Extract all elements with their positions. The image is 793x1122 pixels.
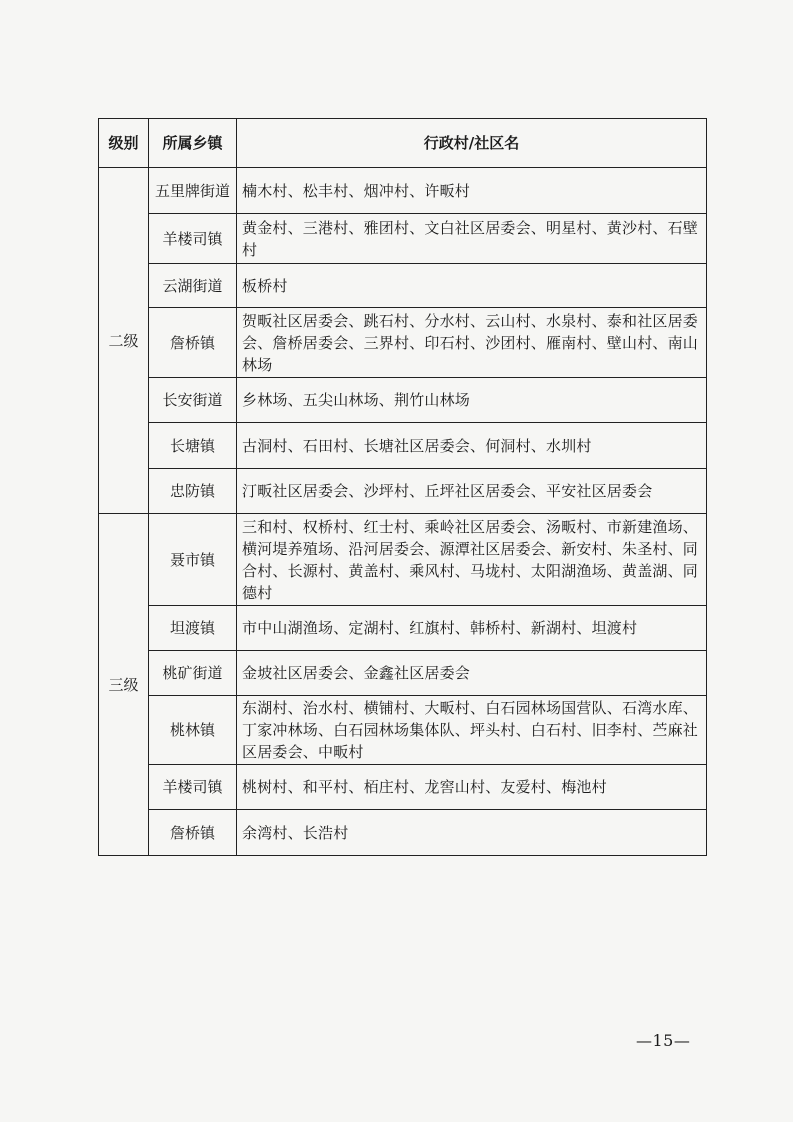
town-cell: 云湖街道 — [149, 264, 237, 308]
table-row — [99, 606, 707, 651]
village-list-cell: 桃树村、和平村、栢庄村、龙窖山村、友爱村、梅池村 — [237, 765, 707, 810]
village-list-cell: 市中山湖渔场、定湖村、红旗村、韩桥村、新湖村、坦渡村 — [237, 606, 707, 651]
town-cell: 长安街道 — [149, 378, 237, 423]
header-town: 所属乡镇 — [149, 119, 237, 168]
table-row — [99, 214, 707, 264]
town-cell: 聂市镇 — [149, 514, 237, 606]
village-list-cell: 余湾村、长浩村 — [237, 810, 707, 856]
town-cell: 长塘镇 — [149, 423, 237, 469]
table-row — [99, 651, 707, 696]
table-row — [99, 423, 707, 469]
table-header-row — [99, 119, 707, 168]
table-row — [99, 168, 707, 214]
level-cell-3: 三级 — [99, 514, 149, 856]
village-list-cell: 东湖村、治水村、横铺村、大畈村、白石园林场国营队、石湾水库、丁家冲林场、白石园林场集体队、坪头村、白石村、旧李村、苎麻社区居委会、中畈村 — [237, 696, 707, 765]
town-cell: 羊楼司镇 — [149, 214, 237, 264]
village-level-table — [98, 118, 707, 856]
header-village-list: 行政村/社区名 — [237, 119, 707, 168]
village-list-cell: 汀畈社区居委会、沙坪村、丘坪社区居委会、平安社区居委会 — [237, 469, 707, 514]
table-row — [99, 378, 707, 423]
village-list-cell: 金坡社区居委会、金鑫社区居委会 — [237, 651, 707, 696]
table-row — [99, 696, 707, 765]
town-cell: 詹桥镇 — [149, 308, 237, 378]
level-cell-2: 二级 — [99, 168, 149, 514]
table-row — [99, 810, 707, 856]
header-level: 级别 — [99, 119, 149, 168]
table-row — [99, 308, 707, 378]
town-cell: 坦渡镇 — [149, 606, 237, 651]
village-list-cell: 古洞村、石田村、长塘社区居委会、何洞村、水圳村 — [237, 423, 707, 469]
town-cell: 桃矿街道 — [149, 651, 237, 696]
village-list-cell: 楠木村、松丰村、烟冲村、许畈村 — [237, 168, 707, 214]
town-cell: 羊楼司镇 — [149, 765, 237, 810]
village-list-cell: 黄金村、三港村、雅团村、文白社区居委会、明星村、黄沙村、石壁村 — [237, 214, 707, 264]
table-row — [99, 264, 707, 308]
village-list-cell: 三和村、权桥村、红士村、乘岭社区居委会、汤畈村、市新建渔场、横河堤养殖场、沿河居委会、源潭社区居委会、新安村、朱圣村、同合村、长源村、黄盖村、乘风村、马垅村、太阳湖渔场、黄盖湖、同德村 — [237, 514, 707, 606]
town-cell: 五里牌街道 — [149, 168, 237, 214]
table-row — [99, 765, 707, 810]
town-cell: 桃林镇 — [149, 696, 237, 765]
village-list-cell: 贺畈社区居委会、跳石村、分水村、云山村、水泉村、泰和社区居委会、詹桥居委会、三界村、印石村、沙团村、雁南村、壁山村、南山林场 — [237, 308, 707, 378]
page-number: —15— — [636, 1031, 691, 1050]
village-list-cell: 板桥村 — [237, 264, 707, 308]
town-cell: 詹桥镇 — [149, 810, 237, 856]
table-row — [99, 469, 707, 514]
village-list-cell: 乡林场、五尖山林场、荆竹山林场 — [237, 378, 707, 423]
town-cell: 忠防镇 — [149, 469, 237, 514]
table-row — [99, 514, 707, 606]
